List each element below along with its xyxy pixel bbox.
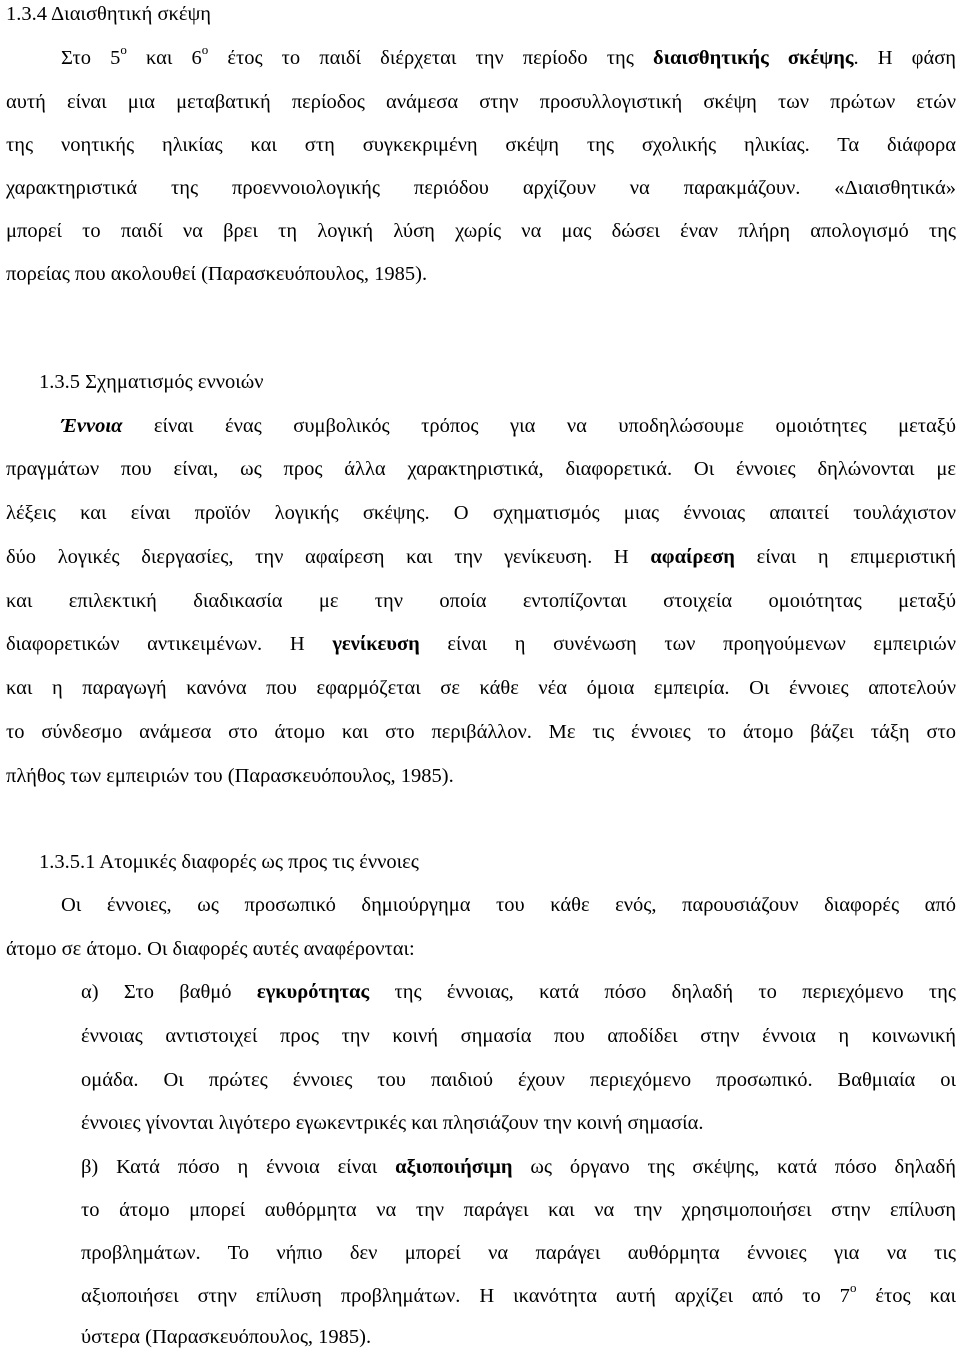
paragraph-line: δύο λογικές διεργασίες, την αφαίρεση και την γενίκευση. Η αφαίρεση είναι η επιμεριστική bbox=[6, 546, 956, 568]
bold-term: διαισθητικής σκέψης bbox=[652, 47, 854, 69]
bold-term: Έννοια bbox=[61, 415, 123, 437]
bold-term: εγκυρότητας bbox=[256, 981, 370, 1003]
paragraph-line: Έννοια είναι ένας συμβολικός τρόπος για να υποδηλώσουμε ομοιότητες μεταξύ bbox=[61, 415, 956, 437]
bold-term: γενίκευση bbox=[332, 633, 420, 655]
paragraph-line: χαρακτηριστικά της προεννοιολογικής περιόδου αρχίζουν να παρακμάζουν. «Διαισθητικά» bbox=[6, 177, 956, 199]
paragraph-line: πορείας που ακολουθεί (Παρασκευόπουλος, 1985). bbox=[6, 263, 428, 285]
paragraph-line: πραγμάτων που είναι, ως προς άλλα χαρακτηριστικά, διαφορετικά. Οι έννοιες δηλώνονται με bbox=[6, 458, 956, 480]
bold-term: αξιοποιήσιμη bbox=[395, 1156, 513, 1178]
section-heading-1-3-5: 1.3.5 Σχηματισμός εννοιών bbox=[39, 371, 264, 393]
paragraph-line: Οι έννοιες, ως προσωπικό δημιούργημα του κάθε ενός, παρουσιάζουν διαφορές από bbox=[61, 894, 956, 916]
paragraph-line: ομάδα. Οι πρώτες έννοιες του παιδιού έχουν περιεχόμενο προσωπικό. Βαθμιαία οι bbox=[81, 1069, 956, 1091]
paragraph-line: και η παραγωγή κανόνα που εφαρμόζεται σε κάθε νέα όμοια εμπειρία. Οι έννοιες αποτελούν bbox=[6, 677, 956, 699]
paragraph-line: άτομο σε άτομο. Οι διαφορές αυτές αναφέρονται: bbox=[6, 938, 415, 960]
paragraph-line: αξιοποιήσει στην επίλυση προβλημάτων. Η ικανότητα αυτή αρχίζει από το $7^o$ έτος και bbox=[81, 1280, 956, 1307]
paragraph-line: λέξεις και είναι προϊόν λογικής σκέψης. Ο σχηματισμός μιας έννοιας απαιτεί τουλάχιστον bbox=[6, 502, 956, 524]
paragraph-line: το άτομο μπορεί αυθόρμητα να την παράγει και να την χρησιμοποιήσει στην επίλυση bbox=[81, 1199, 956, 1221]
section-heading-1-3-4: 1.3.4 Διαισθητική σκέψη bbox=[6, 3, 212, 25]
paragraph-line: το σύνδεσμο ανάμεσα στο άτομο και στο περιβάλλον. Με τις έννοιες το άτομο βάζει τάξη στο bbox=[6, 721, 956, 743]
list-item-b: β) Κατά πόσο η έννοια είναι αξιοποιήσιμη ως όργανο της σκέψης, κατά πόσο δηλαδή bbox=[81, 1156, 956, 1178]
paragraph-line: ύστερα (Παρασκευόπουλος, 1985). bbox=[81, 1326, 372, 1348]
paragraph-line: αυτή είναι μια μεταβατική περίοδος ανάμεσα στην προσυλλογιστική σκέψη των πρώτων ετών bbox=[6, 91, 956, 113]
list-item-a: α) Στο βαθμό εγκυρότητας της έννοιας, κατά πόσο δηλαδή το περιεχόμενο της bbox=[81, 981, 956, 1003]
paragraph-line: έννοιας αντιστοιχεί προς την κοινή σημασία που αποδίδει στην έννοια η κοινωνική bbox=[81, 1025, 956, 1047]
bold-term: αφαίρεση bbox=[650, 546, 735, 568]
paragraph-line: Στο $5^o$ και $6^o$ έτος το παιδί διέρχεται την περίοδο της διαισθητικής σκέψης. Η φάση bbox=[61, 42, 956, 69]
paragraph-line: της νοητικής ηλικίας και στη συγκεκριμένη σκέψη της σχολικής ηλικίας. Τα διάφορα bbox=[6, 134, 956, 156]
paragraph-line: έννοιες γίνονται λιγότερο εγωκεντρικές και πλησιάζουν την κοινή σημασία. bbox=[81, 1112, 704, 1134]
paragraph-line: μπορεί το παιδί να βρει τη λογική λύση χωρίς να μας δώσει έναν πλήρη απολογισμό της bbox=[6, 220, 956, 242]
paragraph-line: πλήθος των εμπειριών του (Παρασκευόπουλος, 1985). bbox=[6, 765, 454, 787]
paragraph-line: προβλημάτων. Το νήπιο δεν μπορεί να παράγει αυθόρμητα έννοιες για να τις bbox=[81, 1242, 956, 1264]
paragraph-line: διαφορετικών αντικειμένων. Η γενίκευση είναι η συνένωση των προηγούμενων εμπειριών bbox=[6, 633, 957, 655]
paragraph-line: και επιλεκτική διαδικασία με την οποία εντοπίζονται στοιχεία ομοιότητας μεταξύ bbox=[6, 590, 956, 612]
section-heading-1-3-5-1: 1.3.5.1 Ατομικές διαφορές ως προς τις έννοιες bbox=[39, 851, 419, 873]
